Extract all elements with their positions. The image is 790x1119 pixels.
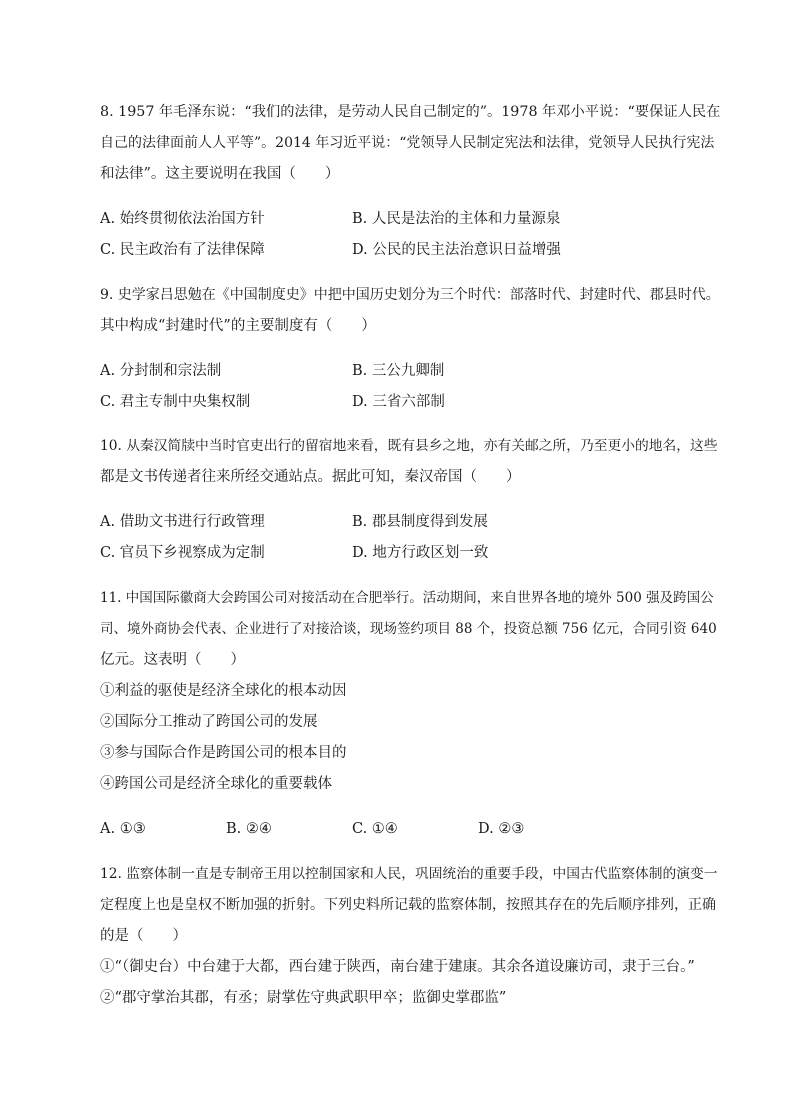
question-12-source-2: ②“郡守掌治其郡，有丞；尉掌佐守典武职甲卒；监御史掌郡监” xyxy=(100,990,507,1006)
question-8-option-d: D. 公民的民主法治意识日益增强 xyxy=(352,242,561,258)
question-10-option-a: A. 借助文书进行行政管理 xyxy=(100,514,265,530)
question-11-stem-line-1: 11. 中国国际徽商大会跨国公司对接活动在合肥举行。活动期间，来自世界各地的境外 500 强及跨国公 xyxy=(100,590,714,606)
question-9-option-c: C. 君主专制中央集权制 xyxy=(100,394,251,410)
question-9-stem-line-2: 其中构成“封建时代”的主要制度有（ ） xyxy=(100,318,376,334)
question-11-option-c: C. ①④ xyxy=(352,821,398,837)
question-11-option-b: B. ②④ xyxy=(226,821,272,837)
question-12-source-1: ①“（御史台）中台建于大都，西台建于陕西，南台建于建康。其余各道设廉访司，隶于三台。” xyxy=(100,959,695,975)
question-11-option-a: A. ①③ xyxy=(100,821,146,837)
question-8-stem-line-3: 和法律”。这主要说明在我国（ ） xyxy=(100,166,340,182)
question-11-statement-4: ④跨国公司是经济全球化的重要载体 xyxy=(100,776,332,792)
question-8-option-b: B. 人民是法治的主体和力量源泉 xyxy=(352,211,561,227)
question-12-stem-line-3: 的是（ ） xyxy=(100,928,187,944)
question-10-option-d: D. 地方行政区划一致 xyxy=(352,545,489,561)
question-11-statement-3: ③参与国际合作是跨国公司的根本目的 xyxy=(100,745,347,761)
question-10-stem-line-2: 都是文书传递者往来所经交通站点。据此可知，秦汉帝国（ ） xyxy=(100,469,521,485)
question-8-stem-line-2: 自己的法律面前人人平等”。2014 年习近平说：“党领导人民制定宪法和法律，党领导人民执行宪法 xyxy=(100,135,715,151)
question-11-stem-line-2: 司、境外商协会代表、企业进行了对接洽谈，现场签约项目 88 个，投资总额 756 亿元，合同引资 640 xyxy=(100,621,717,637)
question-10-stem-line-1: 10. 从秦汉简牍中当时官吏出行的留宿地来看，既有县乡之地，亦有关邮之所，乃至更小的地名，这些 xyxy=(100,438,718,454)
question-9-option-d: D. 三省六部制 xyxy=(352,394,445,410)
question-11-statement-2: ②国际分工推动了跨国公司的发展 xyxy=(100,714,318,730)
question-8-stem-line-1: 8. 1957 年毛泽东说：“我们的法律，是劳动人民自己制定的”。1978 年邓小平说：“要保证人民在 xyxy=(100,104,721,120)
question-9-option-b: B. 三公九卿制 xyxy=(352,363,445,379)
question-9-stem-line-1: 9. 史学家吕思勉在《中国制度史》中把中国历史划分为三个时代：部落时代、封建时代、郡县时代。 xyxy=(100,287,720,303)
question-12-stem-line-2: 定程度上也是皇权不断加强的折射。下列史料所记载的监察体制，按照其存在的先后顺序排列，正确 xyxy=(100,897,716,913)
question-11-statement-1: ①利益的驱使是经济全球化的根本动因 xyxy=(100,683,347,699)
question-12-stem-line-1: 12. 监察体制一直是专制帝王用以控制国家和人民，巩固统治的重要手段，中国古代监察体制的演变一 xyxy=(100,866,718,882)
question-11-option-d: D. ②③ xyxy=(478,821,525,837)
question-10-option-c: C. 官员下乡视察成为定制 xyxy=(100,545,265,561)
question-9-option-a: A. 分封制和宗法制 xyxy=(100,363,222,379)
question-10-option-b: B. 郡县制度得到发展 xyxy=(352,514,488,530)
question-8-option-c: C. 民主政治有了法律保障 xyxy=(100,242,265,258)
question-11-stem-line-3: 亿元。这表明（ ） xyxy=(100,652,245,668)
question-8-option-a: A. 始终贯彻依法治国方针 xyxy=(100,211,265,227)
